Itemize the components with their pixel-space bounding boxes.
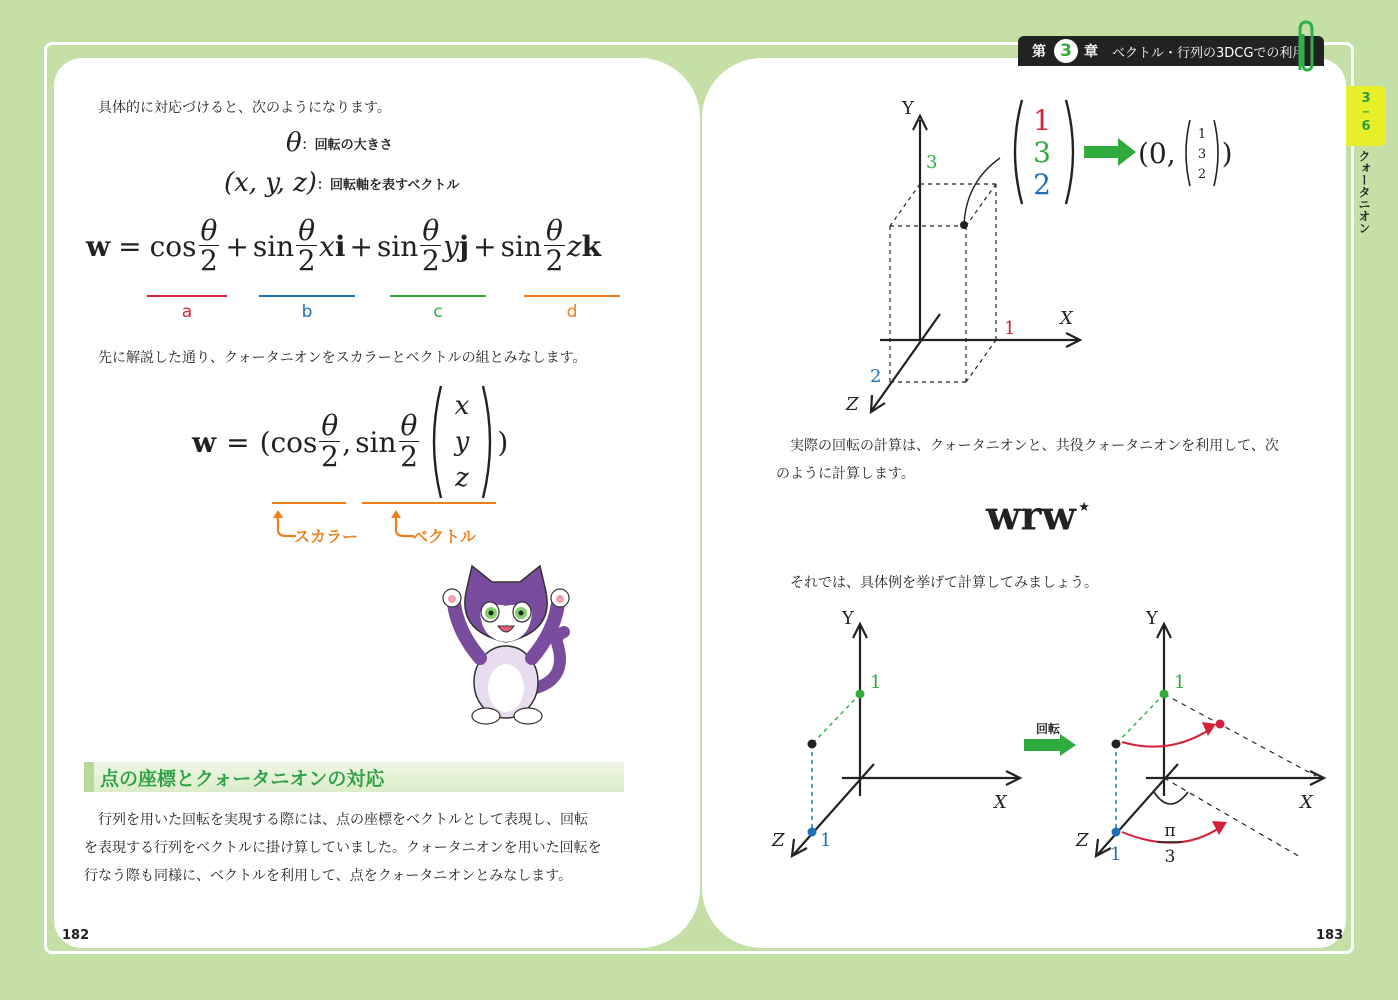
angle-denominator: 3 [1164, 847, 1176, 867]
eq1-lhs: w [86, 230, 111, 264]
fig2b-tick-y: 1 [1174, 672, 1186, 693]
quat-vx: 1 [1197, 127, 1206, 142]
mid-text: 先に解説した通り、クォータニオンをスカラーとベクトルの組とみなします。 [98, 350, 587, 366]
eq1-i: i [334, 230, 346, 264]
term-label-b: b [301, 302, 313, 322]
fig1-tick-y: 3 [926, 152, 938, 173]
point-rotated [1216, 720, 1225, 729]
vector-y: 3 [1033, 136, 1051, 169]
vector-z: 2 [1033, 168, 1051, 201]
quat-vector [1182, 118, 1222, 188]
eq2-vy: y [455, 427, 470, 457]
chapter-suffix: 章 [1084, 44, 1098, 60]
eq1-cos: cos [149, 230, 197, 264]
body-line-3: 行なう際も同様に、ベクトルを利用して、点をクォータニオンとみなします。 [84, 868, 573, 884]
eq1-frac-num: θ [422, 214, 440, 247]
axis-desc: ：回転軸を表すベクトル [316, 177, 460, 193]
term-label-d: d [566, 302, 578, 322]
eq1-equals: = [118, 230, 142, 264]
fig2a-tick-y: 1 [870, 672, 882, 693]
quat-open: (0, [1138, 136, 1176, 170]
eq2-frac-b [399, 411, 420, 472]
term-underline-a [147, 295, 227, 297]
theta-definition [286, 128, 393, 158]
eq1-sin: sin [500, 230, 542, 264]
fig1-tick-z: 2 [870, 366, 882, 387]
eq1-x: x [319, 230, 335, 264]
term-label-c: c [433, 302, 443, 322]
eq1-frac-num: θ [298, 214, 316, 247]
eq2-lhs: w [192, 425, 217, 459]
chapter-number: 3 [1054, 39, 1078, 63]
page-number-left: 182 [62, 928, 90, 943]
equation-scalar-vector [192, 382, 508, 502]
eq2-vz: z [455, 463, 470, 493]
eq2-close: ) [497, 425, 509, 459]
fig2a-axis-z: Z [772, 830, 785, 851]
body-line-1: 行列を用いた回転を実現する際には、点の座標をベクトルとして表現し、回転 [84, 812, 588, 828]
point-vector [1008, 96, 1080, 208]
chapter-title: ベクトル・行列の3DCGでの利用 [1112, 45, 1306, 61]
section-heading-text: 点の座標とクォータニオンの対応 [100, 768, 385, 790]
eq1-frac-den: 2 [297, 244, 316, 278]
equation-quaternion [86, 216, 601, 277]
axis-symbol: (x, y, z) [224, 168, 317, 198]
formula-wrw [986, 492, 1092, 539]
angle-numerator: π [1164, 821, 1176, 841]
fig2b-axis-z: Z [1076, 830, 1089, 851]
vector-label: ベクトル [412, 527, 477, 546]
chapter-prefix: 第 [1032, 44, 1046, 60]
point-original [1112, 740, 1121, 749]
eq1-z: z [566, 230, 582, 264]
quat-vz: 2 [1197, 167, 1206, 182]
theta-desc: ：回転の大きさ [301, 137, 393, 153]
quat-close: ) [1221, 136, 1233, 170]
chapter-header [1018, 36, 1324, 66]
quat-vy: 3 [1197, 147, 1206, 162]
eq2-frac-num: θ [321, 409, 339, 443]
page-number-right: 183 [1316, 928, 1344, 943]
quaternion-expression [1138, 118, 1233, 188]
eq1-frac-c [420, 216, 441, 277]
eq2-vector [427, 382, 497, 502]
formula-text: wrw [986, 492, 1076, 540]
body-line-2: を表現する行列をベクトルに掛け算していました。クォータニオンを用いた回転を [84, 840, 602, 856]
section-tab-dash: − [1361, 107, 1371, 118]
section-tab-title: クォータニオン [1357, 150, 1371, 234]
figure-after-rotation [1070, 606, 1346, 868]
cat-mascot-illustration [436, 562, 576, 728]
term-underline-d [524, 295, 620, 297]
eq2-frac-den: 2 [320, 439, 339, 473]
term-underline-b [259, 295, 355, 297]
rotation-arrow-icon [1024, 734, 1076, 756]
eq2-frac-num: θ [400, 409, 418, 443]
fig1-tick-x: 1 [1004, 318, 1016, 339]
eq1-frac-den: 2 [545, 244, 564, 278]
eq1-y: y [443, 230, 459, 264]
eq2-frac-a [319, 411, 340, 472]
eq2-equals: = [226, 425, 250, 459]
vector-underline [362, 502, 496, 504]
section-tab-bottom: 6 [1361, 119, 1371, 134]
fig2b-axis-y: Y [1146, 608, 1158, 629]
eq1-frac-a [199, 216, 220, 277]
eq1-frac-d [544, 216, 565, 277]
calc-paragraph [776, 432, 1279, 488]
fig2a-axis-y: Y [842, 608, 854, 629]
eq1-plus: + [473, 230, 497, 264]
axis-definition [224, 168, 459, 198]
scalar-label: スカラー [294, 527, 359, 546]
fig1-axis-x: X [1060, 308, 1073, 329]
theta-symbol: θ [286, 128, 302, 158]
eq2-vx: x [455, 391, 470, 421]
eq1-frac-den: 2 [421, 244, 440, 278]
fig2b-tick-z: 1 [1110, 844, 1122, 865]
point-before [808, 740, 817, 749]
eq1-j: j [459, 230, 470, 264]
eq1-frac-den: 2 [200, 244, 218, 278]
eq1-sin: sin [252, 230, 295, 264]
fig1-axis-z: Z [846, 394, 859, 415]
eq1-sin: sin [376, 230, 419, 264]
fig2b-axis-x: X [1300, 792, 1313, 813]
eq1-frac-b [296, 216, 317, 277]
paperclip-icon [1290, 18, 1320, 78]
section-tab-top: 3 [1361, 91, 1371, 106]
vector-x: 1 [1033, 104, 1051, 137]
eq1-frac-num: θ [545, 214, 563, 247]
eq1-plus: + [349, 230, 373, 264]
eq2-open: (cos [259, 425, 318, 459]
rotation-label: 回転 [1036, 722, 1061, 736]
green-arrow-icon [1084, 138, 1136, 166]
calc-line-1: 実際の回転の計算は、クォータニオンと、共役クォータニオンを利用して、次 [776, 438, 1279, 454]
section-heading [84, 762, 624, 792]
term-underline-c [390, 295, 486, 297]
eq2-sin: sin [355, 425, 397, 459]
body-paragraph [84, 806, 602, 890]
eq2-comma: , [342, 425, 352, 459]
fig2a-tick-z: 1 [820, 830, 832, 851]
eq2-frac-den: 2 [400, 439, 418, 473]
fig2a-axis-x: X [994, 792, 1007, 813]
calc-line-2: のように計算します。 [776, 466, 915, 482]
eq1-frac-num: θ [200, 214, 218, 247]
section-tab [1346, 86, 1386, 146]
example-text: それでは、具体例を挙げて計算してみましょう。 [790, 575, 1098, 591]
term-label-a: a [181, 302, 193, 322]
formula-star: ⋆ [1075, 492, 1093, 522]
figure-before-rotation [766, 606, 1026, 868]
intro-text: 具体的に対応づけると、次のようになります。 [98, 100, 391, 116]
eq1-k: k [581, 230, 601, 264]
scalar-underline [272, 502, 346, 504]
fig1-axis-y: Y [902, 98, 914, 119]
eq1-plus: + [225, 230, 249, 264]
